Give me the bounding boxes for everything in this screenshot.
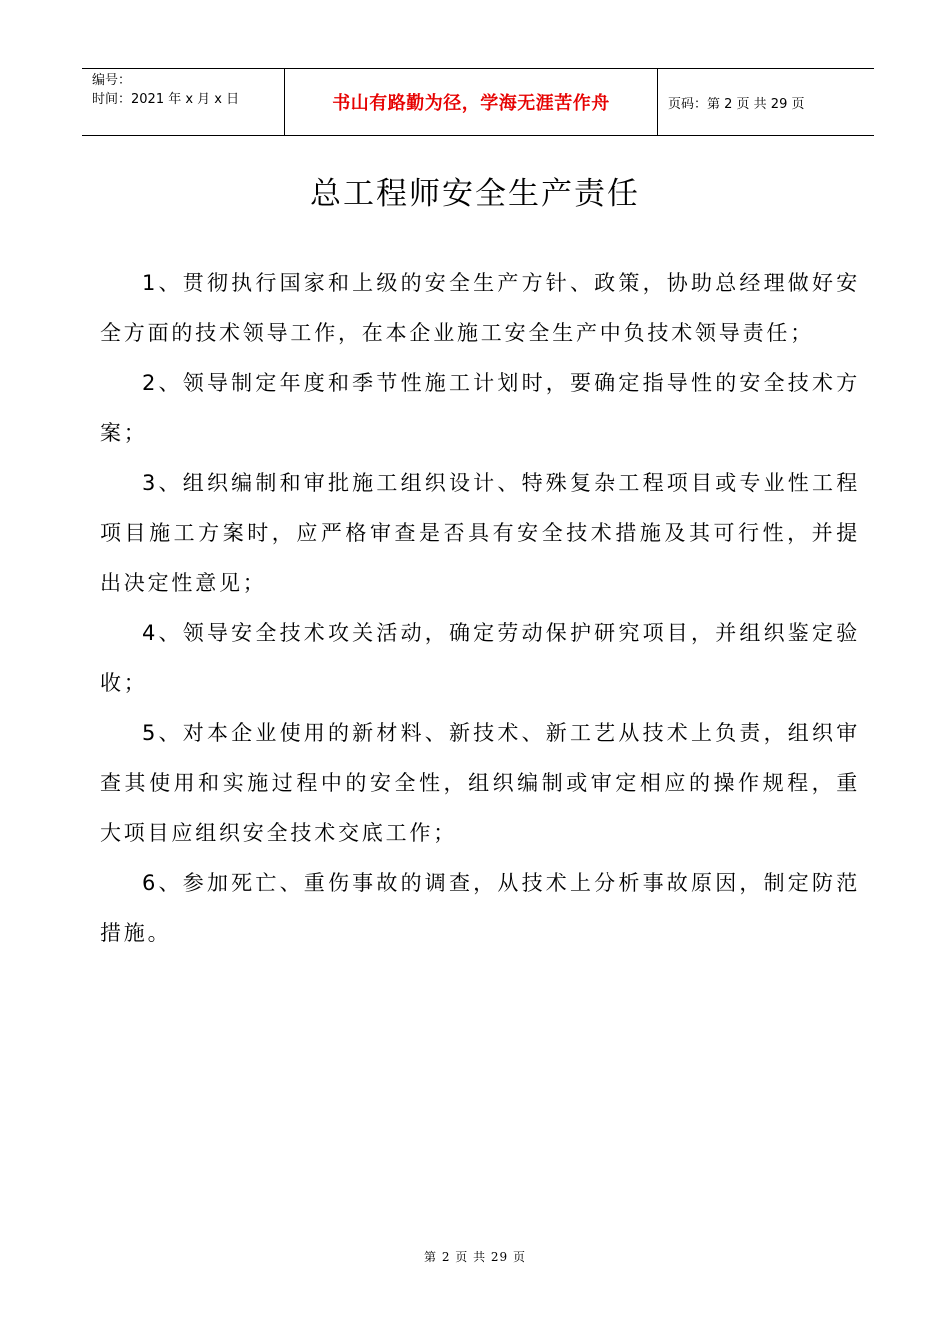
- motto-text: 书山有路勤为径，学海无涯苦作舟: [332, 93, 610, 114]
- header-info-cell: [82, 69, 285, 135]
- paragraph: 5、对本企业使用的新材料、新技术、新工艺从技术上负责，组织审查其使用和实施过程中的安全性，组织编制或审定相应的操作规程，重大项目应组织安全技术交底工作；: [100, 721, 860, 845]
- page-header: [82, 68, 874, 136]
- page-footer: 第 2 页 共 29 页: [424, 1250, 526, 1264]
- document-date-label: 时间：2021 年 x 月 x 日: [92, 92, 240, 107]
- header-page-cell: [658, 69, 874, 135]
- header-motto-cell: [285, 69, 658, 135]
- header-page-label: 页码：第 2 页 共 29 页: [668, 96, 805, 112]
- paragraph: 1、贯彻执行国家和上级的安全生产方针、政策，协助总经理做好安全方面的技术领导工作，在本企业施工安全生产中负技术领导责任；: [100, 271, 860, 345]
- document-number-label: 编号：: [92, 73, 132, 88]
- paragraph: 2、领导制定年度和季节性施工计划时，要确定指导性的安全技术方案；: [100, 371, 860, 445]
- paragraph: 3、组织编制和审批施工组织设计、特殊复杂工程项目或专业性工程项目施工方案时，应严格审查是否具有安全技术措施及其可行性，并提出决定性意见；: [100, 471, 860, 595]
- paragraph: 4、领导安全技术攻关活动，确定劳动保护研究项目，并组织鉴定验收；: [100, 621, 860, 695]
- document-title: 总工程师安全生产责任: [310, 176, 640, 212]
- paragraph: 6、参加死亡、重伤事故的调查，从技术上分析事故原因，制定防范措施。: [100, 871, 860, 945]
- document-body: [100, 258, 860, 958]
